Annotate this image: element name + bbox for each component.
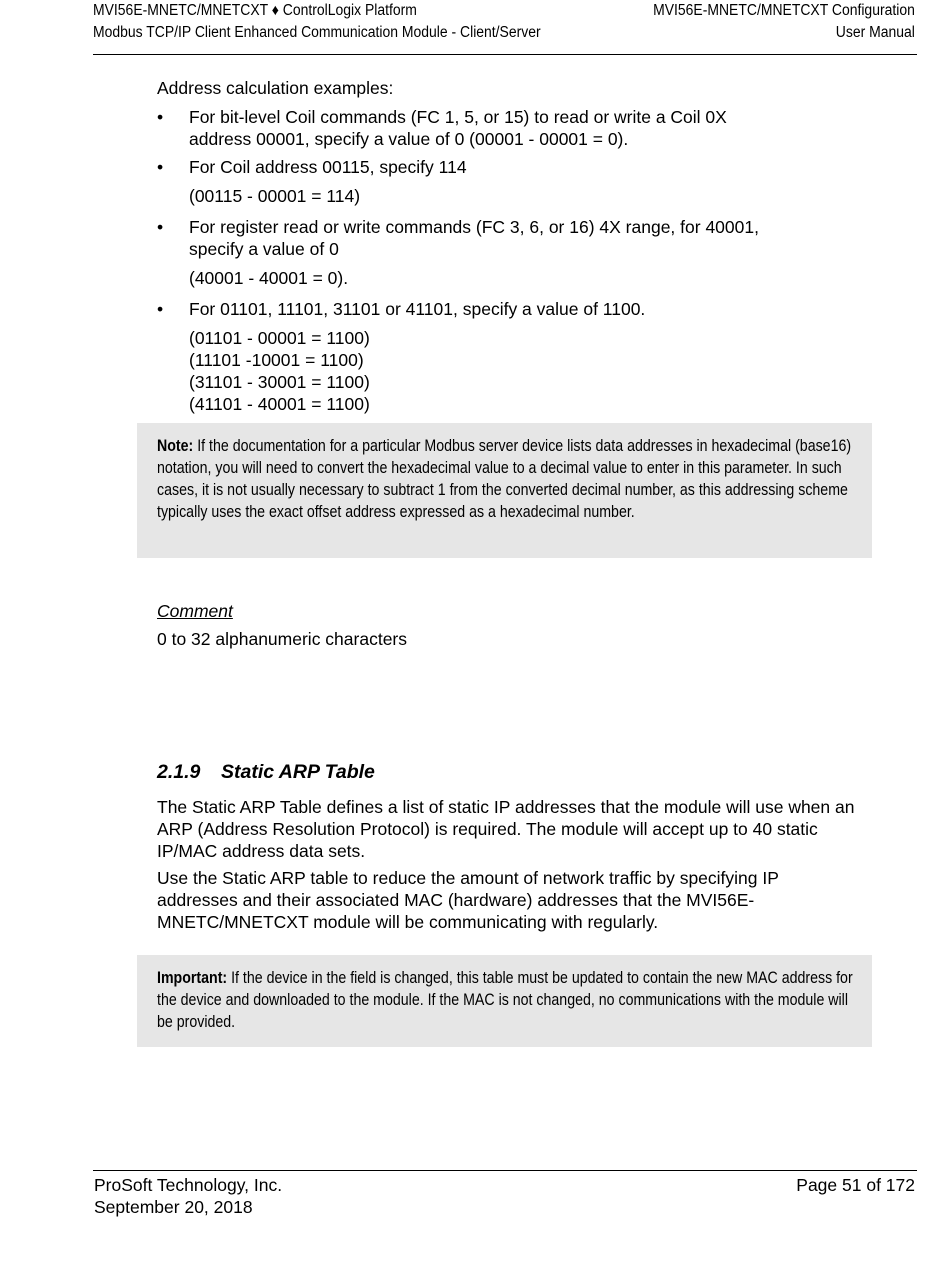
calculation-line: (01101 - 00001 = 1100) [189,328,370,348]
note-box [137,423,872,558]
header-doc-type: User Manual [835,24,915,41]
bullet-icon: • [157,157,164,177]
bullet-icon: • [157,299,164,319]
footer-left [94,1174,282,1218]
section-heading [157,761,375,784]
note-body: If the documentation for a particular Modbus server device lists data addresses in hexadecimal (base16) notation, you will need to convert the hexadecimal value to a decimal value to enter in this parameter. In such cases, it is not usually necessary to subtract 1 from the converted decimal number, as this addressing scheme typically uses the exact offset address expressed as a hexadecimal number. [157,437,852,521]
section-body [157,796,857,938]
comment-heading: Comment [157,601,233,621]
list-item-line: For Coil address 00115, specify 114 [189,157,467,177]
page-number: Page 51 of 172 [796,1175,915,1195]
list-item-line: For register read or write commands (FC 3, 6, or 16) 4X range, for 40001, [189,217,759,237]
examples-list [157,106,857,415]
bullet-icon: • [157,107,164,127]
calculation-line: (00115 - 00001 = 114) [189,186,361,206]
paragraph: The Static ARP Table defines a list of static IP addresses that the module will use when an ARP (Address Resolution Protocol) is required. The module will accept up to 40 static IP/MAC address data sets. [157,797,855,861]
comment-description: 0 to 32 alphanumeric characters [157,629,407,649]
page-footer [93,1170,917,1217]
list-item [157,298,857,415]
header-chapter: MVI56E-MNETC/MNETCXT Configuration [653,2,915,19]
footer-date: September 20, 2018 [94,1197,253,1217]
list-item-line: For 01101, 11101, 31101 or 41101, specify a value of 1100. [189,299,646,319]
list-item [157,156,857,207]
important-box [137,955,872,1047]
header-product-line: MVI56E-MNETC/MNETCXT ♦ ControlLogix Platform [93,2,417,19]
header-module-line: Modbus TCP/IP Client Enhanced Communication Module - Client/Server [93,24,541,41]
examples-intro: Address calculation examples: [157,78,394,98]
list-item-line: For bit-level Coil commands (FC 1, 5, or 15) to read or write a Coil 0X [189,107,727,127]
calculation-line: (41101 - 40001 = 1100) [189,394,370,414]
header-left [93,0,541,44]
important-body: If the device in the field is changed, this table must be updated to contain the new MAC address for the device and downloaded to the module. If the MAC is not changed, no communications with the module will be provided. [157,969,853,1031]
list-item-line: specify a value of 0 [189,239,339,259]
note-text [157,435,854,523]
footer-company: ProSoft Technology, Inc. [94,1175,283,1195]
page-header [93,0,917,55]
calculation-line: (11101 -10001 = 1100) [189,350,364,370]
important-text [157,967,854,1033]
list-item [157,106,857,150]
calculation-line: (40001 - 40001 = 0). [189,268,349,288]
examples-section [157,76,857,421]
header-right [653,0,915,44]
section-number: 2.1.9 [157,761,201,783]
bullet-icon: • [157,217,164,237]
paragraph: Use the Static ARP table to reduce the amount of network traffic by specifying IP addresses and their associated MAC (hardware) addresses that the MVI56E-MNETC/MNETCXT module will be communicating with regularly. [157,868,779,932]
calculation-line: (31101 - 30001 = 1100) [189,372,370,392]
list-item-line: address 00001, specify a value of 0 (00001 - 00001 = 0). [189,129,629,149]
important-label: Important: [157,969,228,987]
note-label: Note: [157,437,194,455]
list-item [157,216,857,289]
section-title: Static ARP Table [221,761,375,783]
